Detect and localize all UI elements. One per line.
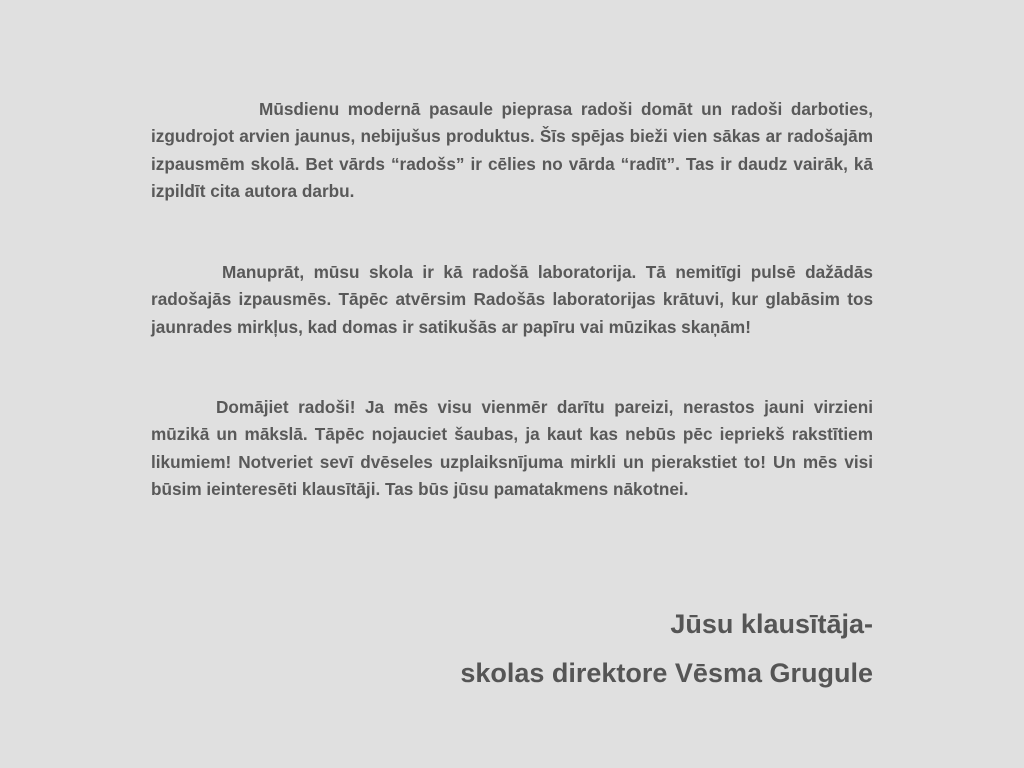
signature-author: skolas direktore Vēsma Grugule (460, 658, 873, 688)
paragraph-intro: Mūsdienu modernā pasaule pieprasa radoši domāt un radoši darboties, izgudrojot arvien jaunus, nebijušus produktus. Šīs spējas bieži vien sākas ar radošajām izpausmēm skolā. Bet vārds “radošs” ir cēlies no vārda “radīt”. Tas ir daudz vairāk, kā izpildīt cita autora darbu. (151, 99, 873, 201)
signature-block (460, 600, 873, 698)
letter-body (151, 96, 873, 503)
paragraph-call-to-action: Domājiet radoši! Ja mēs visu vienmēr darītu pareizi, nerastos jauni virzieni mūzikā un mākslā. Tāpēc nojauciet šaubas, ja kaut kas nebūs pēc iepriekš rakstītiem likumiem! Notveriet sevī dvēseles uzplaiksnījuma mirkli un pierakstiet to! Un mēs visi būsim ieinteresēti klausītāji. Tas būs jūsu pamatakmens nākotnei. (151, 397, 873, 499)
paragraph-laboratory: Manuprāt, mūsu skola ir kā radošā laboratorija. Tā nemitīgi pulsē dažādās radošajās izpausmēs. Tāpēc atvērsim Radošās laboratorijas krātuvi, kur glabāsim tos jaunrades mirkļus, kad domas ir satikušās ar papīru vai mūzikas skaņām! (151, 262, 873, 337)
signature-greeting: Jūsu klausītāja- (670, 609, 873, 639)
